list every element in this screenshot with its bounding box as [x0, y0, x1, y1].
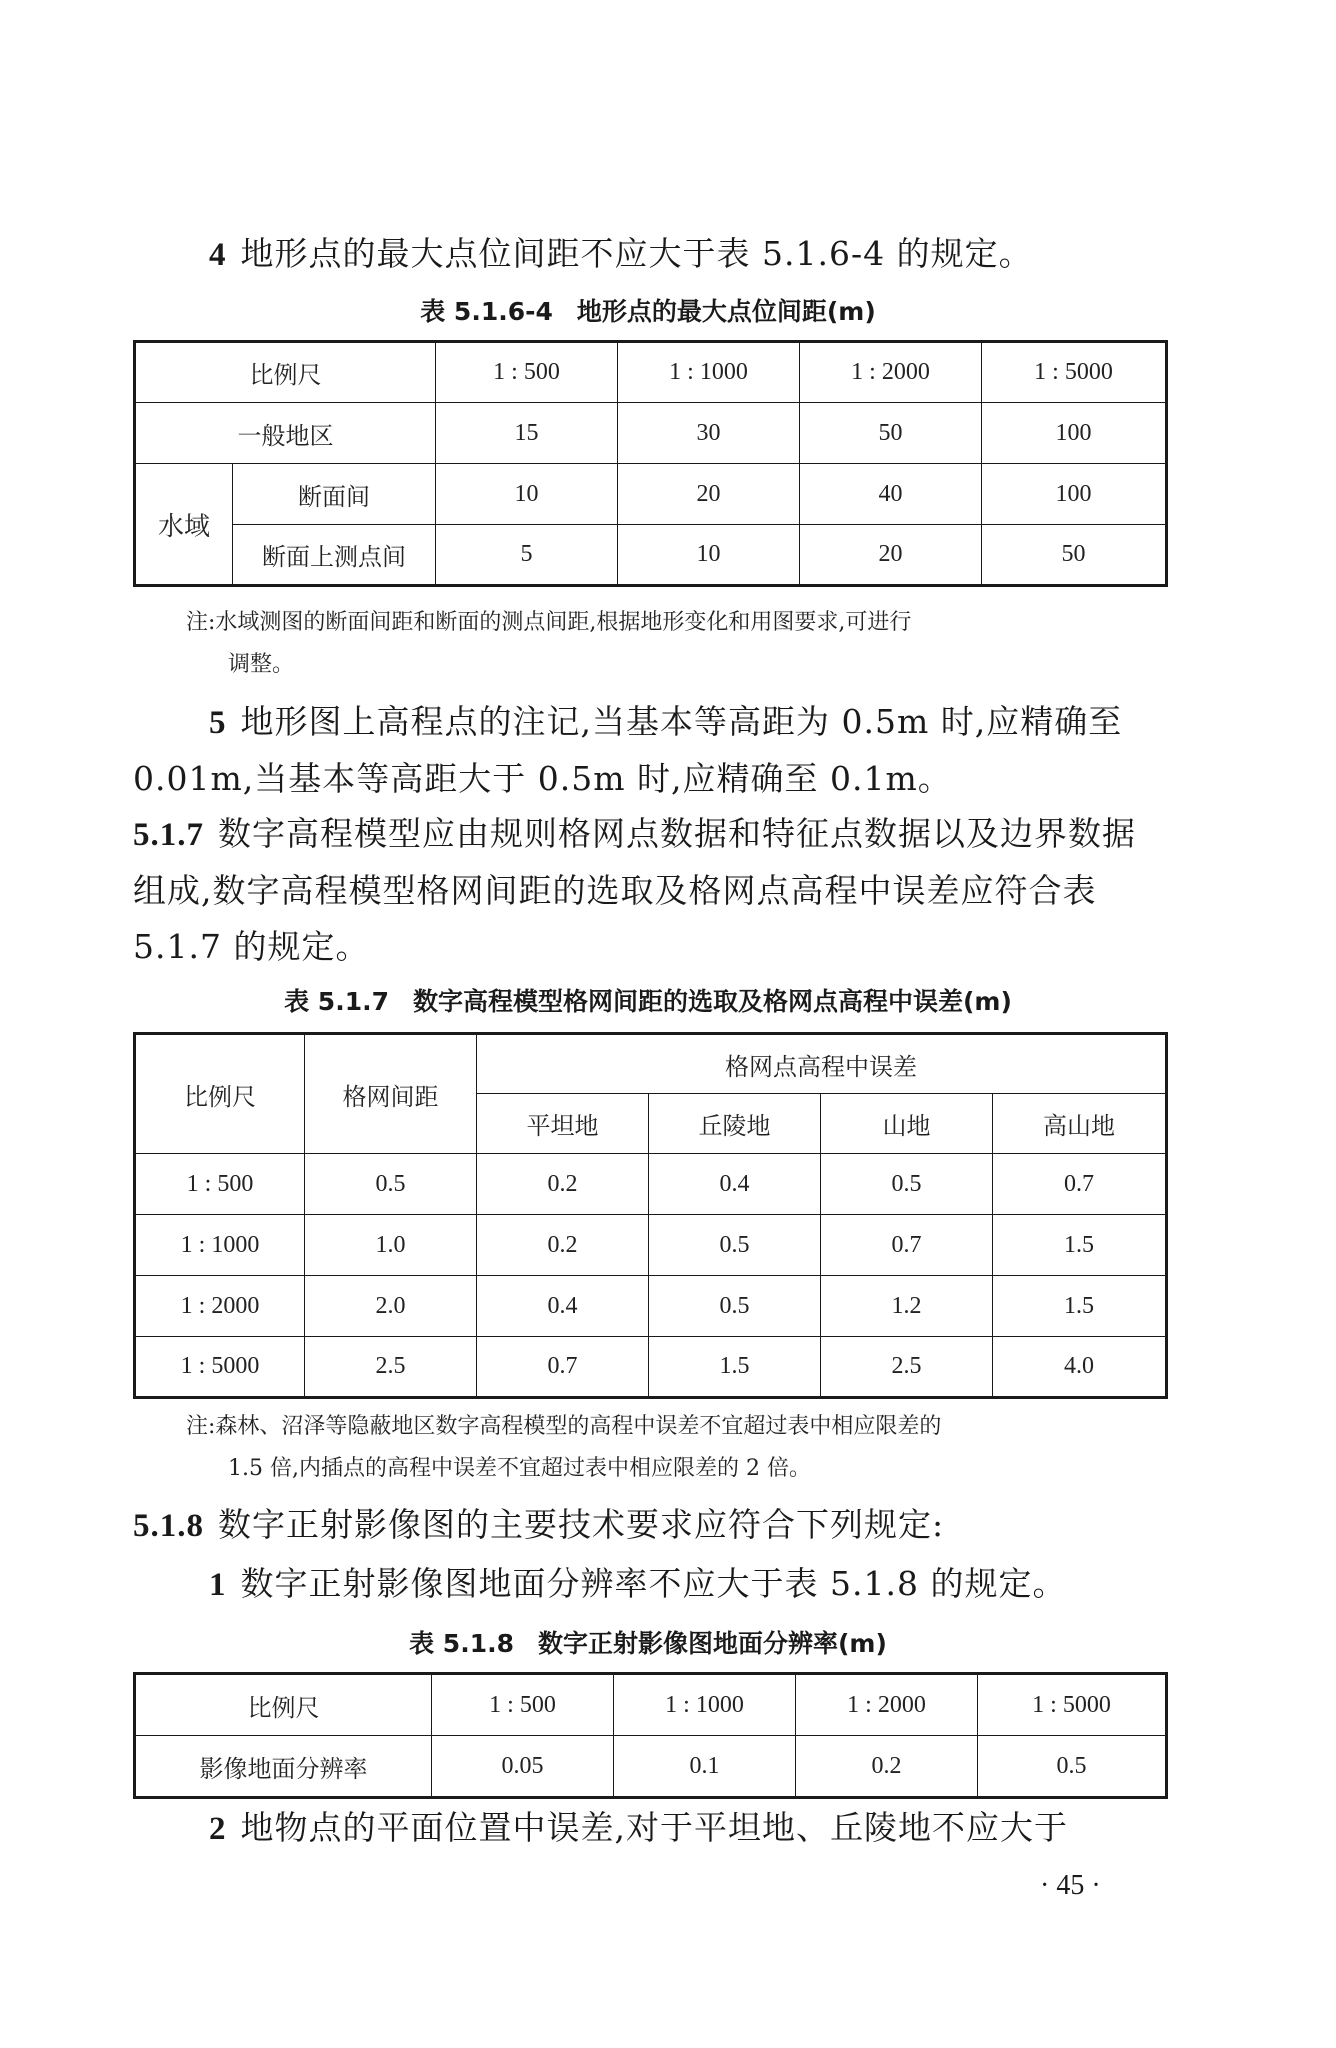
table-caption — [133, 982, 1163, 1018]
table-row — [135, 1215, 1167, 1276]
table-cell: 5 — [436, 525, 618, 586]
table-cell: 50 — [982, 525, 1167, 586]
row-label: 影像地面分辨率 — [135, 1736, 432, 1798]
header-cell: 1 : 1000 — [614, 1674, 796, 1736]
table-row — [135, 1736, 1167, 1798]
table-number: 表 5.1.7 — [284, 987, 389, 1016]
table-title: 数字高程模型格网间距的选取及格网点高程中误差(m) — [412, 987, 1012, 1016]
table-cell: 2.0 — [305, 1276, 477, 1337]
clause-number: 5.1.8 — [133, 1508, 204, 1544]
item-number: 1 — [209, 1567, 227, 1603]
header-cell: 平坦地 — [477, 1094, 649, 1154]
item-text: 地物点的平面位置中误差,对于平坦地、丘陵地不应大于 — [240, 1808, 1068, 1847]
header-cell: 1 : 5000 — [982, 342, 1167, 403]
row-label: 断面上测点间 — [233, 525, 436, 586]
table-row — [135, 525, 1167, 586]
table-number: 表 5.1.6-4 — [420, 297, 553, 326]
table-cell: 10 — [618, 525, 800, 586]
table-cell: 20 — [800, 525, 982, 586]
table-cell: 1.0 — [305, 1215, 477, 1276]
table-cell: 4.0 — [993, 1337, 1167, 1398]
note-line: 注:水域测图的断面间距和断面的测点间距,根据地形变化和用图要求,可进行 — [186, 610, 912, 635]
header-cell: 格网间距 — [305, 1034, 477, 1154]
table-cell: 0.5 — [649, 1276, 821, 1337]
table-cell: 0.1 — [614, 1736, 796, 1798]
table-cell: 1.5 — [993, 1276, 1167, 1337]
table-title: 地形点的最大点位间距(m) — [576, 297, 876, 326]
table-cell: 100 — [982, 403, 1167, 464]
note-line: 注:森林、沼泽等隐蔽地区数字高程模型的高程中误差不宜超过表中相应限差的 — [186, 1414, 942, 1439]
header-cell: 比例尺 — [135, 1674, 432, 1736]
header-cell: 丘陵地 — [649, 1094, 821, 1154]
item-number: 4 — [209, 237, 227, 273]
table-row — [135, 1276, 1167, 1337]
table-note — [186, 1406, 1166, 1490]
row-label: 一般地区 — [135, 403, 436, 464]
item-number: 5 — [209, 705, 227, 741]
page-number: · 45 · — [1040, 1870, 1101, 1901]
header-cell: 高山地 — [993, 1094, 1167, 1154]
table-number: 表 5.1.8 — [409, 1629, 514, 1658]
clause-text: 数字正射影像图的主要技术要求应符合下列规定: — [218, 1505, 945, 1544]
table-cell: 1.5 — [993, 1215, 1167, 1276]
table-row — [135, 1337, 1167, 1398]
table-dem-grid-accuracy — [133, 1032, 1168, 1399]
table-cell: 20 — [618, 464, 800, 525]
header-cell: 比例尺 — [135, 342, 436, 403]
table-caption — [133, 1624, 1163, 1660]
table-cell: 0.5 — [978, 1736, 1167, 1798]
table-header-row — [135, 1034, 1167, 1094]
table-cell: 0.7 — [993, 1154, 1167, 1215]
table-cell: 10 — [436, 464, 618, 525]
item-2-paragraph — [133, 1800, 1163, 1857]
table-cell: 0.4 — [477, 1276, 649, 1337]
item-text: 地形点的最大点位间距不应大于表 5.1.6-4 的规定。 — [240, 234, 1033, 273]
table-cell: 0.4 — [649, 1154, 821, 1215]
table-cell: 0.2 — [477, 1215, 649, 1276]
header-cell: 1 : 1000 — [618, 342, 800, 403]
table-cell: 1 : 1000 — [135, 1215, 305, 1276]
item-4-paragraph — [133, 226, 1163, 283]
table-cell: 0.5 — [305, 1154, 477, 1215]
table-cell: 0.5 — [649, 1215, 821, 1276]
item-number: 2 — [209, 1811, 227, 1847]
header-cell: 比例尺 — [135, 1034, 305, 1154]
table-cell: 1 : 5000 — [135, 1337, 305, 1398]
table-title: 数字正射影像图地面分辨率(m) — [537, 1629, 887, 1658]
table-cell: 30 — [618, 403, 800, 464]
table-cell: 1 : 500 — [135, 1154, 305, 1215]
table-orthophoto-resolution — [133, 1672, 1168, 1799]
table-cell: 1.5 — [649, 1337, 821, 1398]
table-note — [186, 602, 1166, 686]
clause-5-1-7-paragraph — [133, 806, 1163, 975]
table-cell: 0.2 — [796, 1736, 978, 1798]
table-row — [135, 1154, 1167, 1215]
item-5-paragraph — [133, 694, 1163, 807]
table-cell: 0.2 — [477, 1154, 649, 1215]
item-1-paragraph — [133, 1556, 1163, 1613]
table-row — [135, 464, 1167, 525]
table-cell: 40 — [800, 464, 982, 525]
note-line: 1.5 倍,内插点的高程中误差不宜超过表中相应限差的 2 倍。 — [228, 1456, 811, 1481]
table-max-point-spacing — [133, 340, 1168, 587]
note-line: 调整。 — [228, 652, 295, 677]
table-cell: 2.5 — [821, 1337, 993, 1398]
table-cell: 2.5 — [305, 1337, 477, 1398]
table-cell: 1 : 2000 — [135, 1276, 305, 1337]
header-group-cell: 格网点高程中误差 — [477, 1034, 1167, 1094]
header-cell: 1 : 500 — [436, 342, 618, 403]
clause-5-1-8-paragraph — [133, 1497, 1163, 1554]
header-cell: 1 : 5000 — [978, 1674, 1167, 1736]
table-cell: 0.05 — [432, 1736, 614, 1798]
table-caption — [133, 292, 1163, 328]
item-text: 数字正射影像图地面分辨率不应大于表 5.1.8 的规定。 — [240, 1564, 1067, 1603]
header-cell: 1 : 2000 — [800, 342, 982, 403]
table-row — [135, 403, 1167, 464]
table-header-row — [135, 342, 1167, 403]
table-cell: 1.2 — [821, 1276, 993, 1337]
table-cell: 0.7 — [477, 1337, 649, 1398]
table-cell: 100 — [982, 464, 1167, 525]
row-label: 断面间 — [233, 464, 436, 525]
table-cell: 50 — [800, 403, 982, 464]
table-cell: 0.5 — [821, 1154, 993, 1215]
clause-text: 数字高程模型应由规则格网点数据和特征点数据以及边界数据组成,数字高程模型格网间距的选取及格网点高程中误差应符合表 5.1.7 的规定。 — [133, 814, 1136, 966]
header-cell: 1 : 500 — [432, 1674, 614, 1736]
table-cell: 15 — [436, 403, 618, 464]
header-cell: 1 : 2000 — [796, 1674, 978, 1736]
header-cell: 山地 — [821, 1094, 993, 1154]
group-label: 水域 — [135, 464, 233, 586]
item-text: 地形图上高程点的注记,当基本等高距为 0.5m 时,应精确至 0.01m,当基本等高距大于 0.5m 时,应精确至 0.1m。 — [133, 702, 1123, 798]
table-header-row — [135, 1674, 1167, 1736]
table-cell: 0.7 — [821, 1215, 993, 1276]
clause-number: 5.1.7 — [133, 817, 204, 853]
